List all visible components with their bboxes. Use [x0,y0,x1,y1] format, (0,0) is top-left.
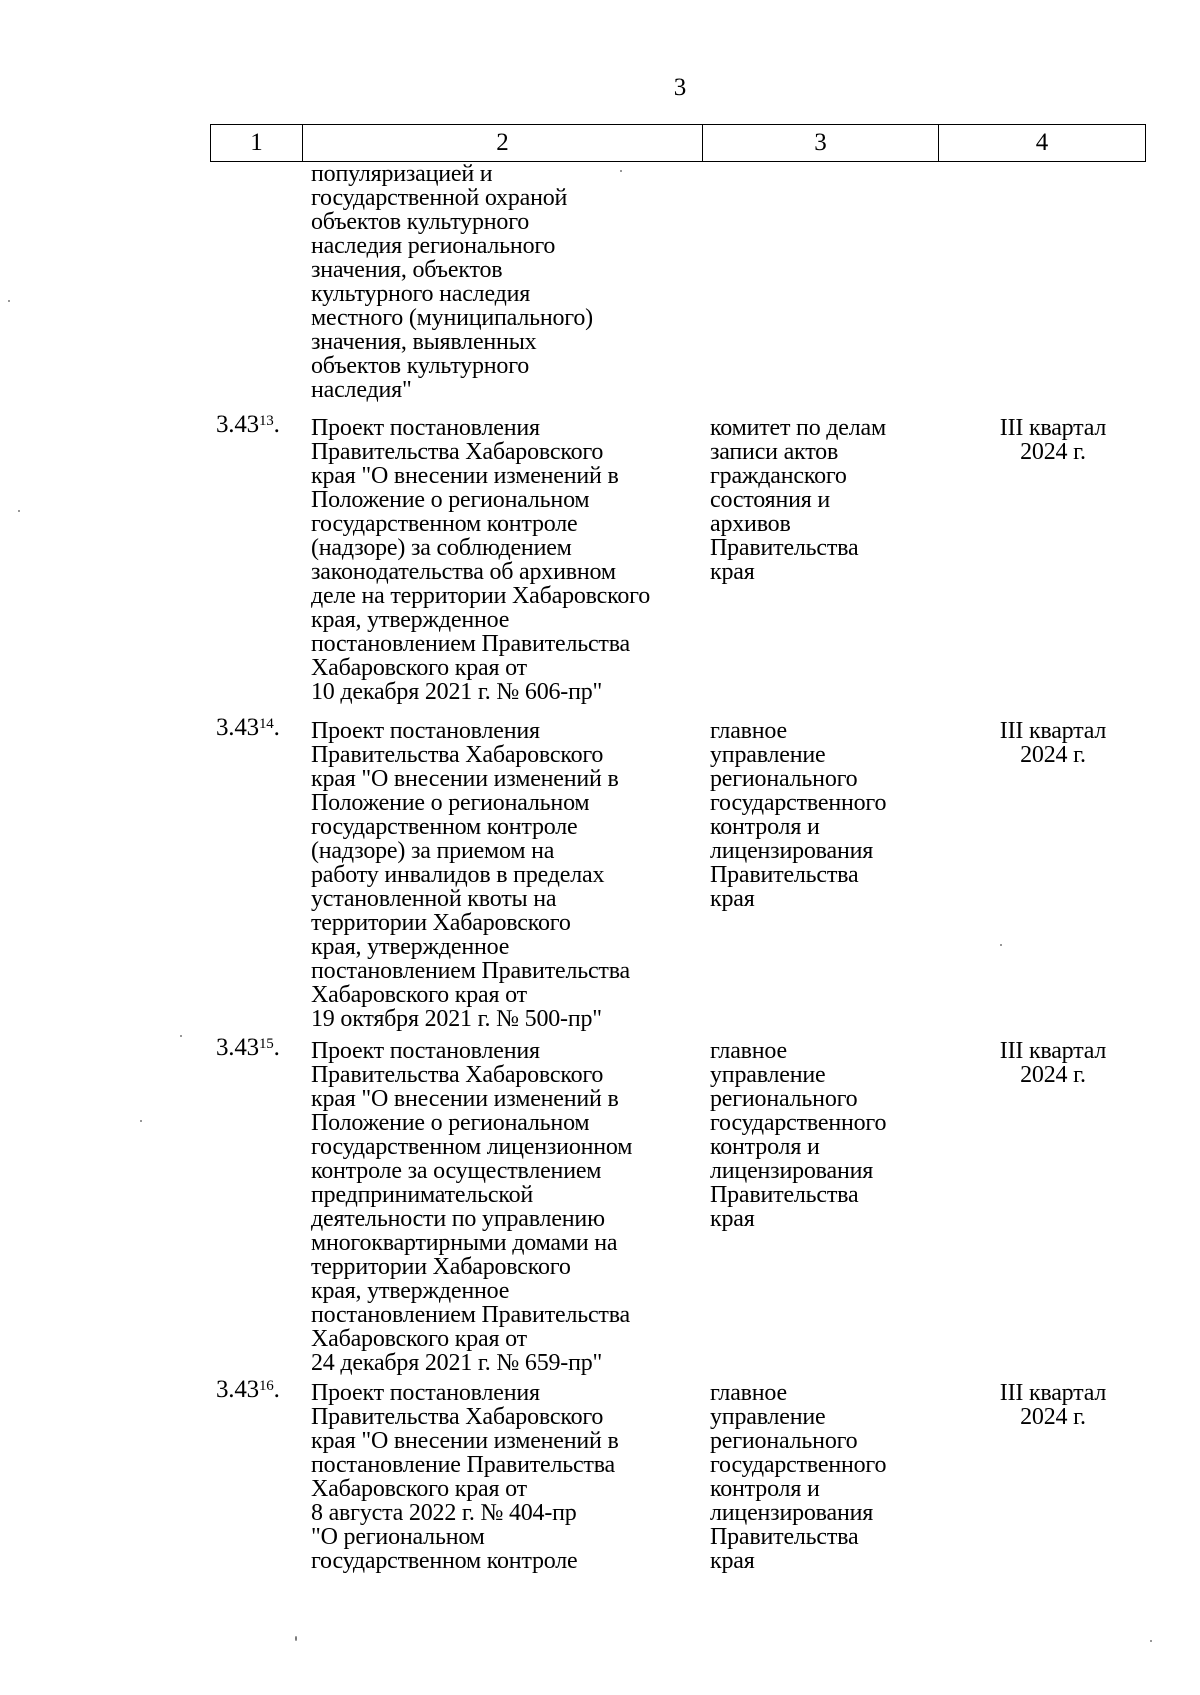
page-number: 3 [673,74,687,101]
item-project-text: Проект постановления Правительства Хабаровского края "О внесении изменений в Положение о региональном государственном лицензионном контроле за осуществлением предпринимательской деятельности по управлению многоквартирными домами на территории Хабаровского края, утвержденное постановлением Правительства Хабаровского края от 24 декабря 2021 г. № 659-пр" [311,1038,633,1376]
item-responsible: главное управление регионального государственного контроля и лицензирования Правительства края [710,1380,887,1574]
item-number-base: 3.43 [216,714,259,741]
item-number-suffix: . [273,411,280,438]
scan-speck [180,1035,182,1037]
item-number-superscript: 13 [258,413,274,429]
header-cell-3: 3 [703,125,939,161]
continuation-text: популяризацией и государственной охраной объектов культурного наследия регионального значения, объектов культурного наследия местного (муниципального) значения, выявленных объектов культурного наследия" [311,161,593,403]
item-responsible: главное управление регионального государственного контроля и лицензирования Правительства края [710,718,887,912]
item-number-suffix: . [273,1034,280,1061]
item-deadline: III квартал 2024 г. [999,1038,1107,1088]
table-header-row [210,124,1146,162]
item-number [216,1036,280,1060]
header-cell-1: 1 [211,125,303,161]
scan-speck [295,1636,297,1641]
item-number-superscript: 15 [258,1036,274,1052]
item-number [216,413,280,437]
scan-speck [1150,1640,1152,1642]
item-number-superscript: 14 [258,716,274,732]
scan-speck [620,170,622,172]
item-deadline: III квартал 2024 г. [999,415,1107,465]
item-responsible: главное управление регионального государственного контроля и лицензирования Правительства края [710,1038,887,1232]
item-project-text: Проект постановления Правительства Хабаровского края "О внесении изменений в Положение о региональном государственном контроле (надзоре) за приемом на работу инвалидов в пределах установленной квоты на территории Хабаровского края, утвержденное постановлением Правительства Хабаровского края от 19 октября 2021 г. № 500-пр" [311,718,630,1032]
item-number-suffix: . [273,1376,280,1403]
item-deadline: III квартал 2024 г. [999,718,1107,768]
scan-speck [18,510,20,512]
scan-speck [8,300,10,302]
header-cell-4: 4 [1035,129,1049,156]
item-number [216,1378,280,1402]
item-number-superscript: 16 [258,1378,274,1394]
item-number-base: 3.43 [216,1376,259,1403]
scan-speck [1000,944,1002,946]
item-number [216,716,280,740]
item-project-text: Проект постановления Правительства Хабаровского края "О внесении изменений в постановление Правительства Хабаровского края от 8 августа 2022 г. № 404-пр "О региональном государственном контроле [311,1380,619,1574]
item-responsible: комитет по делам записи актов гражданского состояния и архивов Правительства края [710,415,886,585]
header-cell-2: 2 [303,125,703,161]
scan-speck [140,1120,142,1122]
item-project-text: Проект постановления Правительства Хабаровского края "О внесении изменений в Положение о региональном государственном контроле (надзоре) за соблюдением законодательства об архивном деле на территории Хабаровского края, утвержденное постановлением Правительства Хабаровского края от 10 декабря 2021 г. № 606-пр" [311,415,651,705]
item-deadline: III квартал 2024 г. [999,1380,1107,1430]
item-number-base: 3.43 [216,411,259,438]
item-number-base: 3.43 [216,1034,259,1061]
item-number-suffix: . [273,714,280,741]
